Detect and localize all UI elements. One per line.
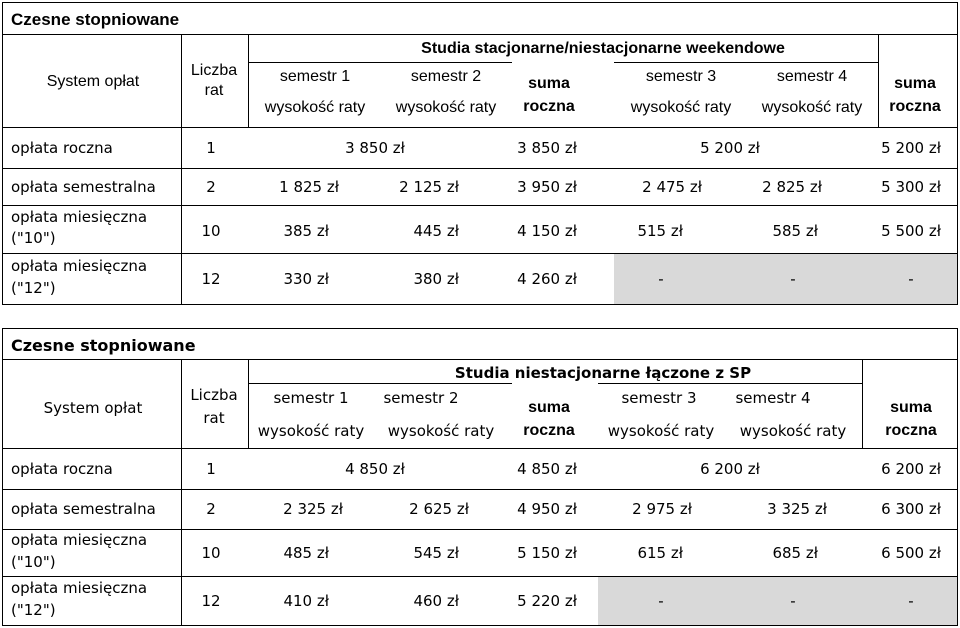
cell-value: 3 850 zł — [345, 139, 405, 157]
cell-value: 5 300 zł — [881, 178, 941, 196]
cell-value: 6 300 zł — [881, 500, 941, 518]
header-roczna: roczna — [523, 98, 575, 115]
fee-table-weekend — [2, 2, 958, 305]
header-wysokosc-raty: wysokość raty — [387, 422, 495, 440]
cell-value: 515 zł — [637, 222, 683, 240]
header-top-border — [3, 34, 957, 35]
cell-value: 4 150 zł — [517, 222, 577, 240]
header-wysokosc-raty: wysokość raty — [761, 99, 863, 116]
cell-value: 2 325 zł — [283, 500, 343, 518]
cell-value: 410 zł — [283, 592, 329, 610]
cell-value: 615 zł — [637, 544, 683, 562]
header-semestr-2: semestr 2 — [410, 68, 482, 85]
row-label: ("10") — [11, 229, 56, 247]
empty-cell — [598, 577, 957, 625]
cell-value: - — [658, 270, 664, 288]
cell-value: 330 zł — [283, 270, 329, 288]
cell-value: - — [790, 270, 796, 288]
header-system: System opłat — [43, 399, 143, 417]
row-label: opłata semestralna — [11, 178, 156, 196]
header-wysokosc-raty: wysokość raty — [739, 422, 847, 440]
cell-value: 2 475 zł — [642, 178, 702, 196]
header-roczna: roczna — [885, 422, 937, 439]
row-count: 1 — [206, 139, 216, 157]
header-suma: suma — [528, 399, 570, 416]
header-rat: rat — [203, 409, 225, 427]
row-count: 10 — [201, 222, 221, 240]
cell-value: 3 850 zł — [517, 139, 577, 157]
row-count: 2 — [206, 500, 216, 518]
cell-value: 5 200 zł — [881, 139, 941, 157]
row-count: 2 — [206, 178, 216, 196]
cell-value: 3 325 zł — [767, 500, 827, 518]
header-roczna: roczna — [889, 98, 941, 115]
header-suma: suma — [894, 75, 936, 92]
cell-value: 2 125 zł — [399, 178, 459, 196]
cell-value: 2 625 zł — [409, 500, 469, 518]
cell-value: 4 950 zł — [517, 500, 577, 518]
empty-cell — [614, 254, 957, 304]
row-label: opłata roczna — [11, 139, 113, 157]
header-suma: suma — [528, 75, 570, 92]
row-label: opłata miesięczna — [11, 257, 148, 275]
row-count: 1 — [206, 460, 216, 478]
header-system: System opłat — [46, 73, 140, 90]
cell-value: 5 220 zł — [517, 592, 577, 610]
row-count: 12 — [201, 592, 221, 610]
fee-table-sp — [2, 328, 958, 626]
cell-value: 6 500 zł — [881, 544, 941, 562]
cell-value: 4 260 zł — [517, 270, 577, 288]
row-label: opłata miesięczna — [11, 531, 148, 549]
table-title: Czesne stopniowane — [11, 336, 196, 355]
header-rat: rat — [204, 82, 224, 99]
header-semestr-3: semestr 3 — [621, 389, 697, 407]
cell-value: 460 zł — [413, 592, 459, 610]
cell-value: 1 825 zł — [279, 178, 339, 196]
study-mode-title: Studia niestacjonarne łączone z SP — [454, 364, 752, 382]
cell-value: 585 zł — [772, 222, 818, 240]
table-title: Czesne stopniowane — [11, 10, 180, 29]
row-label: ("12") — [11, 279, 56, 297]
cell-value: 5 150 zł — [517, 544, 577, 562]
header-roczna: roczna — [523, 422, 575, 439]
cell-value: 685 zł — [772, 544, 818, 562]
header-semestr-2: semestr 2 — [383, 389, 459, 407]
cell-value: - — [908, 270, 914, 288]
cell-value: 2 975 zł — [632, 500, 692, 518]
header-wysokosc-raty: wysokość raty — [607, 422, 715, 440]
header-wysokosc-raty: wysokość raty — [257, 422, 365, 440]
header-wysokosc-raty: wysokość raty — [395, 99, 497, 116]
cell-value: 5 500 zł — [881, 222, 941, 240]
row-label: ("10") — [11, 553, 56, 571]
cell-value: 485 zł — [283, 544, 329, 562]
header-semestr-1: semestr 1 — [279, 68, 351, 85]
row-label: opłata miesięczna — [11, 208, 148, 226]
row-label: ("12") — [11, 601, 56, 619]
cell-value: 6 200 zł — [700, 460, 760, 478]
header-liczba: Liczba — [190, 386, 238, 404]
cell-value: 5 200 zł — [700, 139, 760, 157]
cell-value: 385 zł — [283, 222, 329, 240]
row-count: 10 — [201, 544, 221, 562]
cell-value: 445 zł — [413, 222, 459, 240]
header-wysokosc-raty: wysokość raty — [630, 99, 732, 116]
row-label: opłata miesięczna — [11, 579, 148, 597]
row-label: opłata roczna — [11, 460, 113, 478]
cell-value: 545 zł — [413, 544, 459, 562]
header-semestr-3: semestr 3 — [645, 68, 717, 85]
cell-value: 380 zł — [413, 270, 459, 288]
header-semestr-4: semestr 4 — [735, 389, 811, 407]
cell-value: - — [658, 592, 664, 610]
header-wysokosc-raty: wysokość raty — [264, 99, 366, 116]
cell-value: 3 950 zł — [517, 178, 577, 196]
cell-value: 2 825 zł — [762, 178, 822, 196]
header-liczba: Liczba — [190, 62, 238, 79]
cell-value: 4 850 zł — [517, 460, 577, 478]
row-count: 12 — [201, 270, 221, 288]
header-semestr-1: semestr 1 — [273, 389, 349, 407]
cell-value: 6 200 zł — [881, 460, 941, 478]
cell-value: - — [908, 592, 914, 610]
header-suma: suma — [890, 399, 932, 416]
cell-value: - — [790, 592, 796, 610]
study-mode-title: Studia stacjonarne/niestacjonarne weekendowe — [421, 40, 785, 57]
row-label: opłata semestralna — [11, 500, 156, 518]
cell-value: 4 850 zł — [345, 460, 405, 478]
header-semestr-4: semestr 4 — [776, 68, 848, 85]
